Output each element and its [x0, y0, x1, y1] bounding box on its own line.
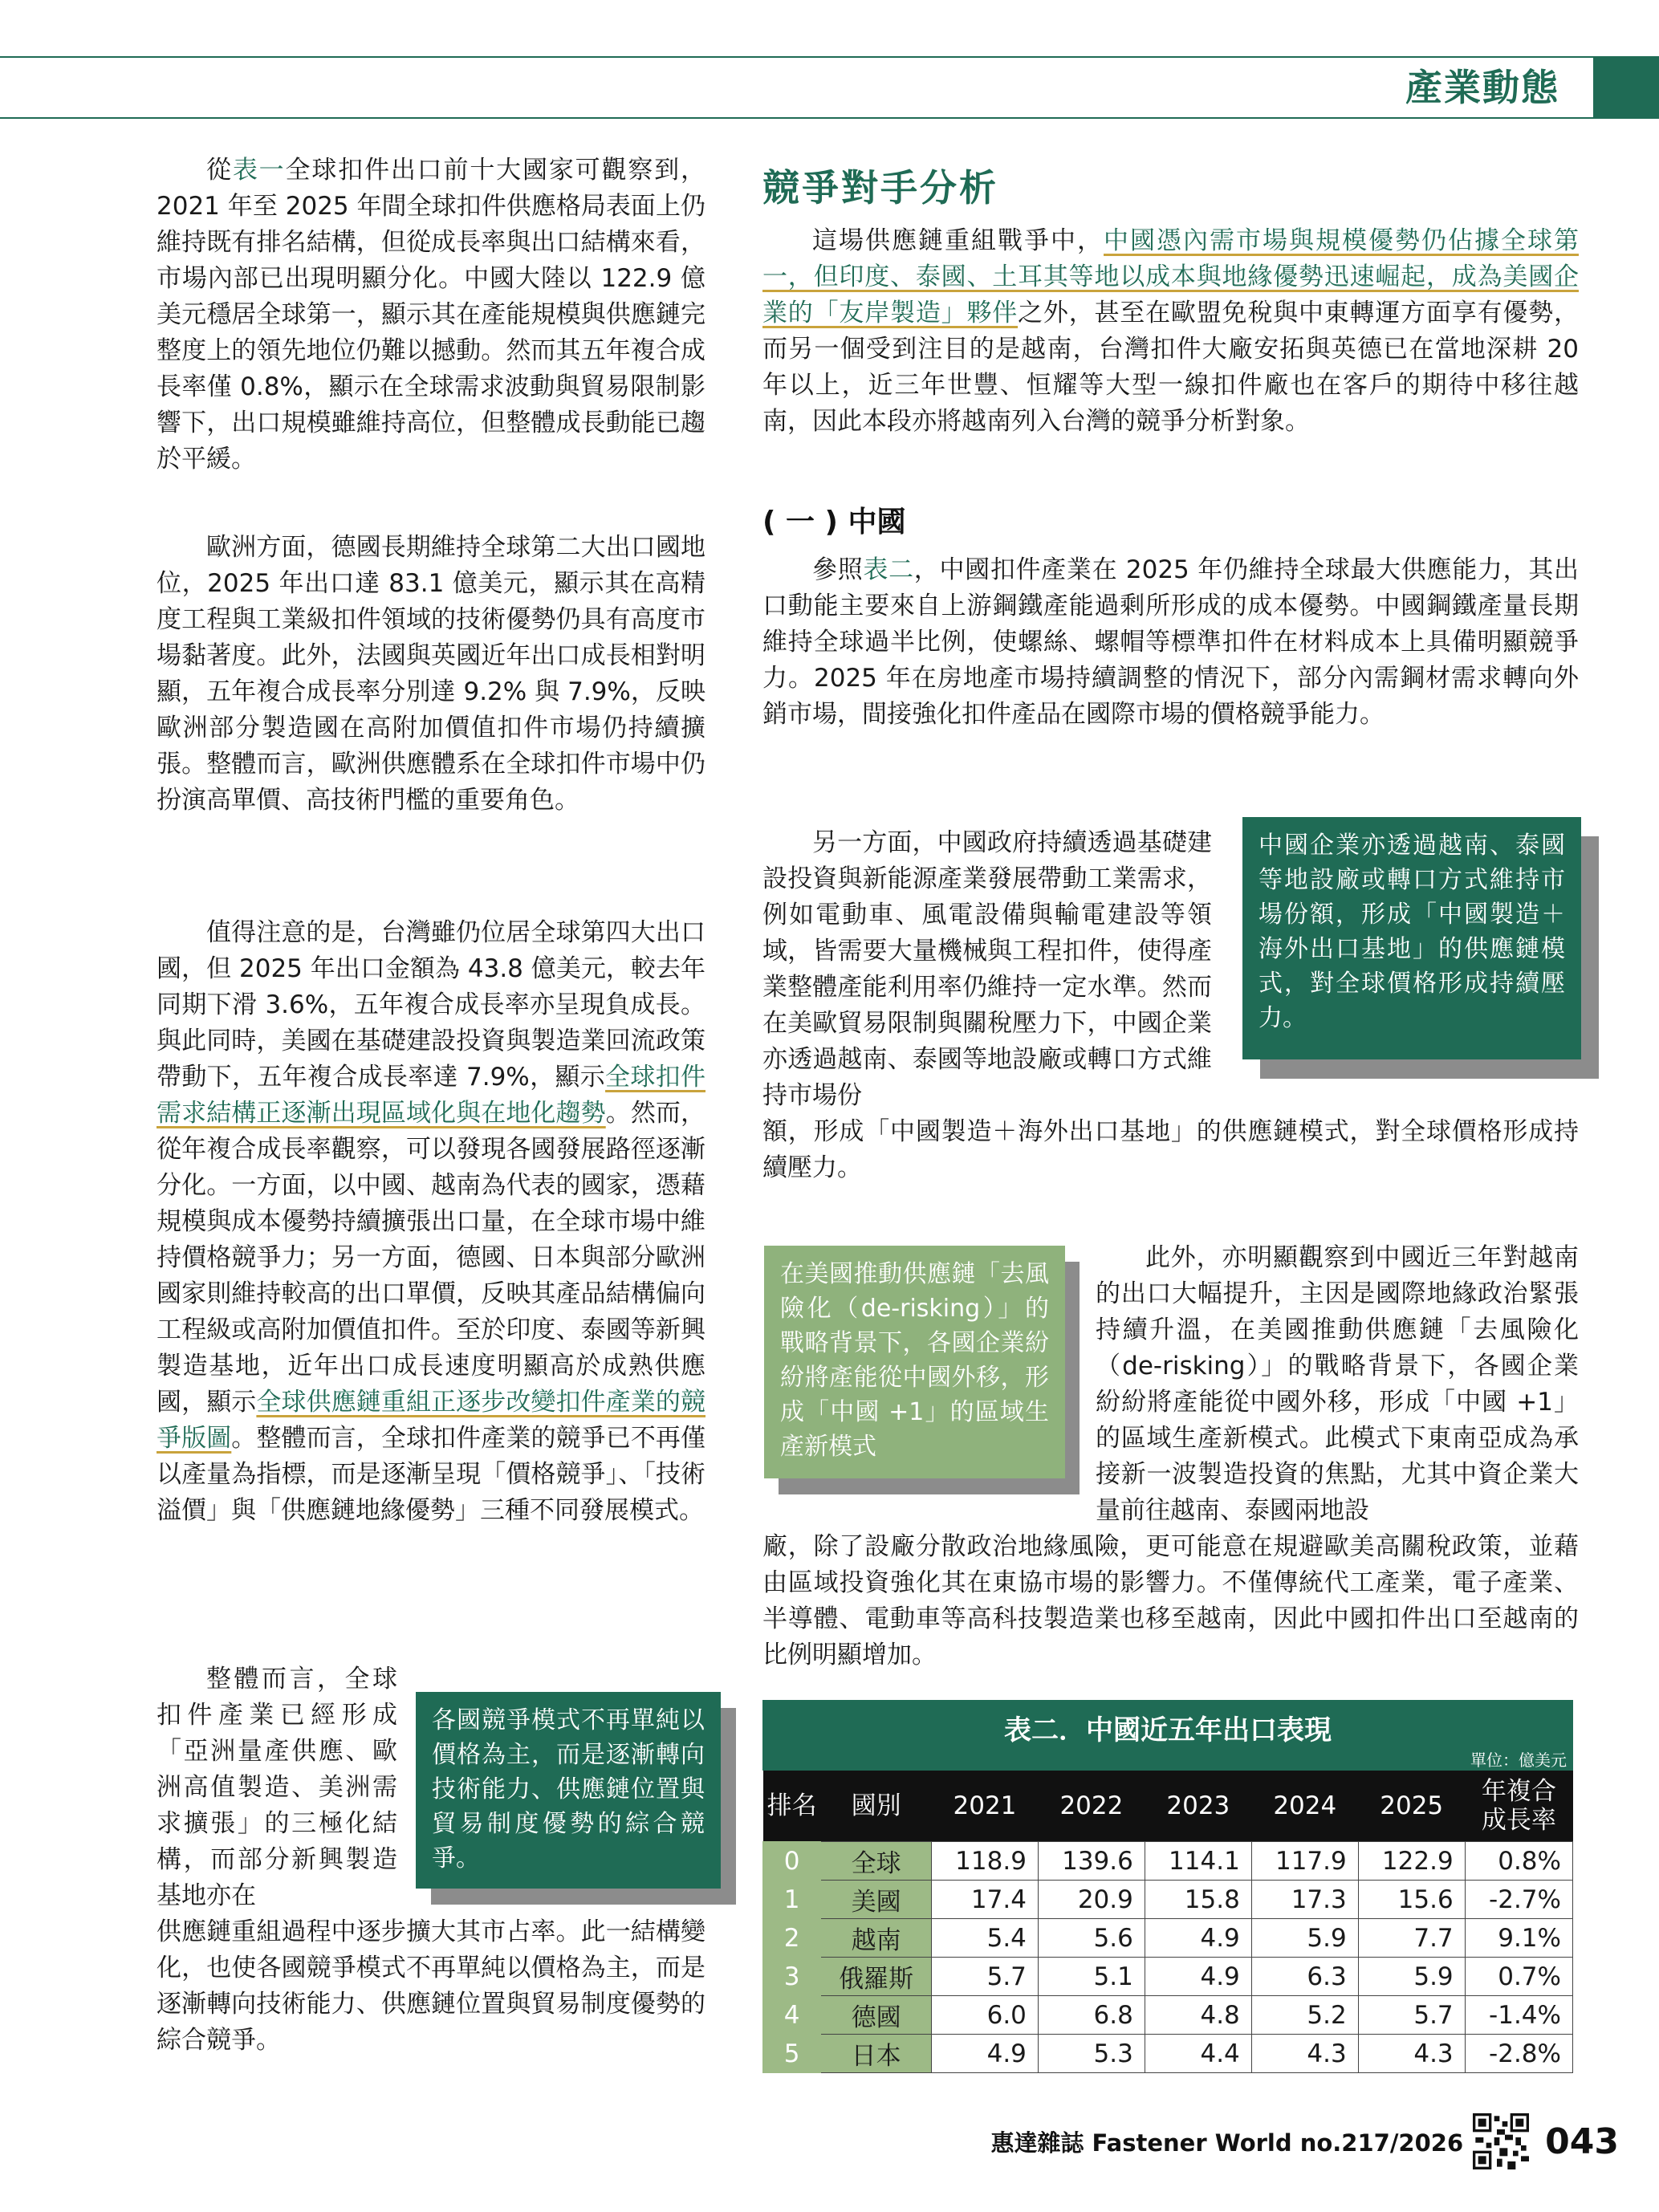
right-callout-1: 中國企業亦透過越南、泰國等地設廠或轉口方式維持市場份額，形成「中國製造＋海外出口基地」的供應鏈模式，對全球價格形成持續壓力。: [1242, 817, 1581, 1059]
table-cell: 6.0: [931, 1996, 1038, 2035]
text-segment: 全球供應鏈重組正逐步改變扣件產業的競爭版圖: [157, 1388, 706, 1453]
table-cell: 122.9: [1358, 1842, 1465, 1881]
table-cell: 114.1: [1145, 1842, 1251, 1881]
table-cell: 4.4: [1145, 2035, 1251, 2073]
section-title: 競爭對手分析: [762, 166, 998, 209]
right-paragraph-3b: 額，形成「中國製造＋海外出口基地」的供應鏈模式，對全球價格形成持續壓力。: [762, 1117, 1579, 1182]
right-paragraph-4a: 此外，亦明顯觀察到中國近三年對越南的出口大幅提升，主因是國際地緣政治緊張持續升溫，在美國推動供應鏈「去風險化（de-risking）」的戰略背景下，各國企業紛紛將產能從中國外移，形成「中國 +1」的區域生產新模式。此模式下東南亞成為承接新一波製造投資的焦點，尤其中資企業大量前往越南、泰國兩地設: [1096, 1243, 1579, 1525]
table-cell: 全球: [821, 1842, 932, 1881]
section-label: 產業動態: [1405, 66, 1559, 109]
table-header-cell: 2021: [931, 1771, 1038, 1842]
table-cell: 4.3: [1251, 2035, 1358, 2073]
table-cell: 4.9: [1145, 1919, 1251, 1958]
table-row: [763, 1881, 1573, 1919]
table-cell: 1: [763, 1881, 821, 1919]
footer: [990, 2112, 1619, 2170]
text-segment: 全球扣件需求結構正逐漸出現區域化與在地化趨勢: [157, 1063, 706, 1128]
table-header-cell: 2024: [1251, 1771, 1358, 1842]
table-row: [763, 1842, 1573, 1881]
table-row: [763, 1996, 1573, 2035]
text-segment: 。整體而言，全球扣件產業的競爭已不再僅以產量為指標，而是逐漸呈現「價格競爭」、「技術溢價」與「供應鏈地緣優勢」三種不同發展模式。: [157, 1424, 706, 1525]
table-row: [763, 2035, 1573, 2073]
text-segment: 全球扣件出口前十大國家可觀察到，2021 年至 2025 年間全球扣件供應格局表面上仍維持既有排名結構，但從成長率與出口結構來看，市場內部已出現明顯分化。中國大陸以 122.9 億美元穩居全球第一，顯示其在產能規模與供應鏈完整度上的領先地位仍難以撼動。然而其五年複合成長率僅 0.8%，顯示在全球需求波動與貿易限制影響下，出口規模雖維持高位，但整體成長動能已趨於平緩。: [157, 156, 706, 474]
right-callout-2: 在美國推動供應鏈「去風險化（de-risking）」的戰略背景下，各國企業紛紛將產能從中國外移，形成「中國 +1」的區域生產新模式: [764, 1246, 1065, 1478]
table-title-text: 表二．中國近五年出口表現: [1004, 1714, 1332, 1746]
left-paragraph-4b: 供應鏈重組過程中逐步擴大其市占率。此一結構變化，也使各國競爭模式不再單純以價格為主，而是逐漸轉向技術能力、供應鏈位置與貿易制度優勢的綜合競爭。: [157, 1917, 705, 2055]
table-cell: 6.8: [1038, 1996, 1145, 2035]
left-paragraph-1: [157, 152, 705, 478]
text-segment: 歐洲方面，德國長期維持全球第二大出口國地位，2025 年出口達 83.1 億美元，顯示其在高精度工程與工業級扣件領域的技術優勢仍具有高度市場黏著度。此外，法國與英國近年出口成長相對明顯，五年複合成長率分別達 9.2% 與 7.9%，反映歐洲部分製造國在高附加價值扣件市場仍持續擴張。整體而言，歐洲供應體系在全球扣件市場中仍扮演高單價、高技術門檻的重要角色。: [157, 533, 705, 815]
table-cell: 5.9: [1358, 1958, 1465, 1996]
right-paragraph-1: [762, 223, 1579, 440]
table-cell: -2.8%: [1465, 2035, 1572, 2073]
table-cell: 0: [763, 1842, 821, 1881]
table-cell: 15.8: [1145, 1881, 1251, 1919]
table-header-cell: 2022: [1038, 1771, 1145, 1842]
table-cell: 5.6: [1038, 1919, 1145, 1958]
table-cell: 117.9: [1251, 1842, 1358, 1881]
table-cell: 3: [763, 1958, 821, 1996]
table-cell: 5: [763, 2035, 821, 2073]
table-cell: 20.9: [1038, 1881, 1145, 1919]
text-segment: 。然而，從年複合成長率觀察，可以發現各國發展路徑逐漸分化。一方面，以中國、越南為代表的國家，憑藉規模與成本優勢持續擴張出口量，在全球市場中維持價格競爭力；另一方面，德國、日本與部分歐洲國家則維持較高的出口單價，反映其產品結構偏向工程級或高附加價值扣件。至於印度、泰國等新興製造基地，近年出口成長速度明顯高於成熟供應國，顯示: [157, 1099, 706, 1417]
table-header-cell: 排名: [763, 1771, 821, 1842]
table-cell: 4: [763, 1996, 821, 2035]
table-cell: 4.8: [1145, 1996, 1251, 2035]
table-cell: 5.2: [1251, 1996, 1358, 2035]
right-paragraph-3a: 另一方面，中國政府持續透過基礎建設投資與新能源產業發展帶動工業需求，例如電動車、風電設備與輸電建設等領域，皆需要大量機械與工程扣件，使得產業整體產能利用率仍維持一定水準。然而在美歐貿易限制與關稅壓力下，中國企業亦透過越南、泰國等地設廠或轉口方式維持市場份: [762, 828, 1212, 1110]
table-cell: 德國: [821, 1996, 932, 2035]
left-callout: 各國競爭模式不再單純以價格為主，而是逐漸轉向技術能力、供應鏈位置與貿易制度優勢的綜合競爭。: [416, 1692, 721, 1889]
text-segment: ，中國扣件產業在 2025 年仍維持全球最大供應能力，其出口動能主要來自上游鋼鐵產能過剩所形成的成本優勢。中國鋼鐵產量長期維持全球過半比例，使螺絲、螺帽等標準扣件在材料成本上具備明顯競爭力。2025 年在房地產市場持續調整的情況下，部分內需鋼材需求轉向外銷市場，間接強化扣件產品在國際市場的價格競爭能力。: [762, 555, 1579, 729]
subsection-title-china: ( 一 ) 中國: [762, 506, 906, 539]
text-segment: 從: [206, 156, 233, 185]
table-cell: 17.3: [1251, 1881, 1358, 1919]
table-cell: 俄羅斯: [821, 1958, 932, 1996]
page-number: 043: [1545, 2121, 1619, 2162]
table-cell: 越南: [821, 1919, 932, 1958]
table-row: [763, 1958, 1573, 1996]
text-segment: 表一: [232, 156, 286, 185]
table-cell: 4.9: [1145, 1958, 1251, 1996]
table-cell: -1.4%: [1465, 1996, 1572, 2035]
text-segment: 之外，甚至在歐盟免稅與中東轉運方面享有優勢，而另一個受到注目的是越南，台灣扣件大廠安拓與英德已在當地深耕 20 年以上，近三年世豐、恒耀等大型一線扣件廠也在客戶的期待中移往越南，因此本段亦將越南列入台灣的競爭分析對象。: [762, 299, 1580, 436]
table-cell: 2: [763, 1919, 821, 1958]
table-cell: -2.7%: [1465, 1881, 1572, 1919]
text-segment: 這場供應鏈重組戰爭中，: [812, 226, 1104, 255]
left-paragraph-4a: 整體而言，全球扣件產業已經形成「亞洲量產供應、歐洲高值製造、美洲需求擴張」的三極化結構，而部分新興製造基地亦在: [157, 1665, 397, 1910]
text-segment: 表二: [863, 555, 914, 584]
left-paragraph-3: [157, 915, 705, 1529]
table-cell: 0.8%: [1465, 1842, 1572, 1881]
table-cell: 7.7: [1358, 1919, 1465, 1958]
table-cell: 15.6: [1358, 1881, 1465, 1919]
header-rule-bottom: [0, 117, 1659, 119]
table-cell: 5.3: [1038, 2035, 1145, 2073]
table-cell: 4.9: [931, 2035, 1038, 2073]
qr-code-icon: [1473, 2113, 1529, 2169]
table-header-cell: 年複合 成長率: [1465, 1771, 1572, 1842]
table-rows: [763, 1842, 1573, 2073]
table-header-row: [763, 1771, 1573, 1842]
table-cell: 118.9: [931, 1842, 1038, 1881]
left-paragraph-2: [157, 530, 705, 819]
table-header-cell: 2023: [1145, 1771, 1251, 1842]
table-header-cell: 2025: [1358, 1771, 1465, 1842]
text-segment: 中國憑內需市場與規模優勢仍佔據全球第一，但印度、泰國、土耳其等地以成本與地緣優勢迅速崛起，成為美國企業的「友岸製造」夥伴: [762, 226, 1579, 327]
table-cell: 4.3: [1358, 2035, 1465, 2073]
table-cell: 美國: [821, 1881, 932, 1919]
table-cell: 0.7%: [1465, 1958, 1572, 1996]
text-segment: 參照: [812, 555, 864, 584]
section-tab: [1593, 58, 1659, 117]
table-cell: 日本: [821, 2035, 932, 2073]
right-paragraph-2: [762, 552, 1579, 733]
table-unit: 單位：億美元: [1470, 1750, 1567, 1770]
table-cell: 5.7: [931, 1958, 1038, 1996]
text-segment: 值得注意的是，台灣雖仍位居全球第四大出口國，但 2025 年出口金額為 43.8 億美元，較去年同期下滑 3.6%，五年複合成長率亦呈現負成長。與此同時，美國在基礎建設投資與製造業回流政策帶動下，五年複合成長率達 7.9%，顯示: [157, 918, 705, 1092]
table-title: [762, 1700, 1573, 1771]
table-cell: 5.1: [1038, 1958, 1145, 1996]
right-paragraph-4b: 廠，除了設廠分散政治地緣風險，更可能意在規避歐美高關稅政策，並藉由區域投資強化其在東協市場的影響力。不僅傳統代工產業，電子產業、半導體、電動車等高科技製造業也移至越南，因此中國扣件出口至越南的比例明顯增加。: [762, 1532, 1579, 1669]
export-table: [762, 1700, 1573, 2073]
table-cell: 6.3: [1251, 1958, 1358, 1996]
table-body: [762, 1771, 1573, 2073]
table-cell: 5.4: [931, 1919, 1038, 1958]
magazine-name: 惠達雜誌 Fastener World no.217/2026: [990, 2129, 1464, 2157]
table-cell: 17.4: [931, 1881, 1038, 1919]
table-header-cell: 國別: [821, 1771, 932, 1842]
table-row: [763, 1919, 1573, 1958]
table-cell: 139.6: [1038, 1842, 1145, 1881]
table-cell: 9.1%: [1465, 1919, 1572, 1958]
table-cell: 5.9: [1251, 1919, 1358, 1958]
table-cell: 5.7: [1358, 1996, 1465, 2035]
